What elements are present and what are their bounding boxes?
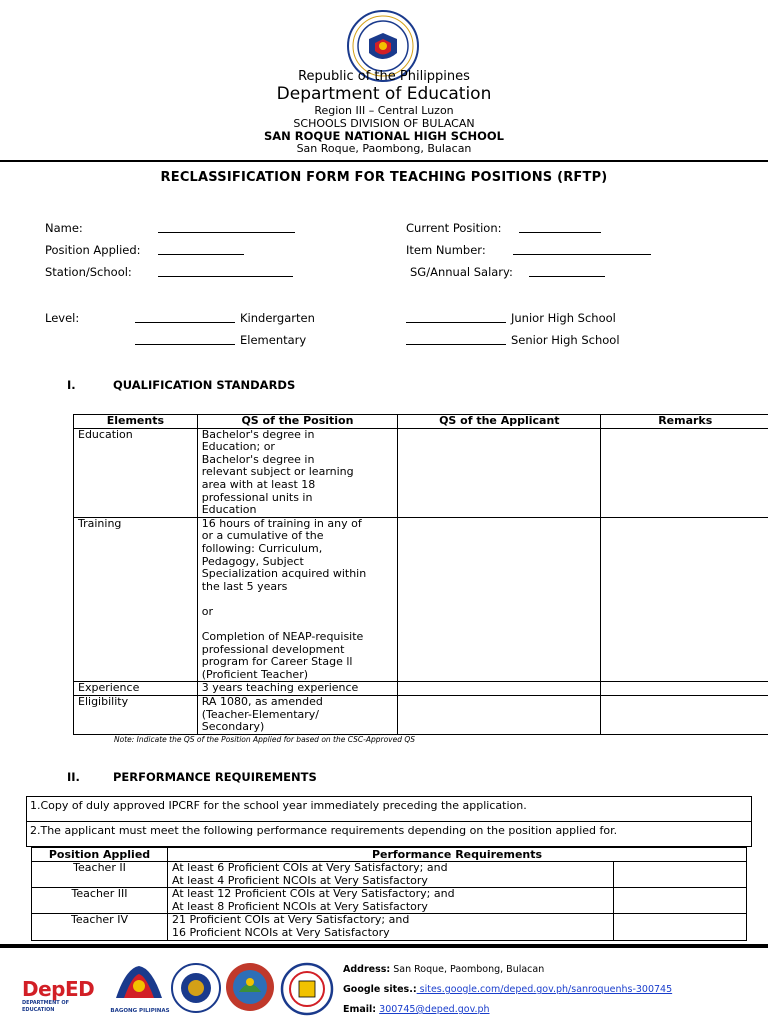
qs-position-cell: 3 years teaching experience xyxy=(197,682,397,696)
senior-high-checkline[interactable] xyxy=(406,334,506,345)
remarks-cell[interactable] xyxy=(601,428,768,517)
table-header-row xyxy=(32,848,747,862)
deped-logo-text: DepED xyxy=(22,977,95,1001)
region-text: Region III – Central Luzon xyxy=(314,104,454,117)
sg-salary-label: SG/Annual Salary: xyxy=(410,265,513,279)
kindergarten-option: Kindergarten xyxy=(240,311,315,325)
performance-table xyxy=(31,847,747,941)
division-seal-icon xyxy=(170,962,222,1014)
qualification-table xyxy=(73,414,768,735)
table-header-row xyxy=(74,415,768,429)
position-cell: Teacher IV xyxy=(32,914,168,940)
name-field[interactable] xyxy=(158,222,295,233)
sites-link[interactable]: sites.google.com/deped.gov.ph/sanroquenhs-300745 xyxy=(416,984,673,995)
perf-item-2: 2.The applicant must meet the following performance requirements depending on the position applied for. xyxy=(26,821,752,847)
position-applied-label: Position Applied: xyxy=(45,243,141,257)
position-applied-field[interactable] xyxy=(158,244,244,255)
qs-note: Note: Indicate the QS of the Position Applied for based on the CSC-Approved QS xyxy=(114,735,416,744)
remarks-cell[interactable] xyxy=(601,682,768,696)
column-header: Position Applied xyxy=(32,848,168,862)
position-cell: Teacher III xyxy=(32,888,168,914)
form-title: RECLASSIFICATION FORM FOR TEACHING POSITIONS (RFTP) xyxy=(160,170,608,185)
column-header: Remarks xyxy=(601,415,768,429)
footer-sites xyxy=(343,984,672,995)
qs-position-cell: 16 hours of training in any of or a cumulative of the following: Curriculum, Pedagogy, Subject Specialization acquired within the last 5 years or Completion of NEAP-requisite professional development program for Career Stage ll (Proficient Teacher) xyxy=(197,517,397,682)
qs-applicant-cell[interactable] xyxy=(398,682,601,696)
address-value: San Roque, Paombong, Bulacan xyxy=(393,964,545,975)
station-school-label: Station/School: xyxy=(45,265,132,279)
column-header: QS of the Position xyxy=(197,415,397,429)
perf-item-1: 1.Copy of duly approved IPCRF for the school year immediately preceding the application. xyxy=(26,796,752,822)
check-cell[interactable] xyxy=(614,862,747,888)
table-row xyxy=(74,428,768,517)
column-header: Performance Requirements xyxy=(168,848,747,862)
senior-high-option: Senior High School xyxy=(511,333,620,347)
footer-address xyxy=(343,964,544,975)
department-heading: Department of Education xyxy=(276,84,492,104)
email-link[interactable]: 300745@deped.gov.ph xyxy=(379,1004,490,1015)
table-row xyxy=(32,888,747,914)
remarks-cell[interactable] xyxy=(601,696,768,735)
name-label: Name: xyxy=(45,221,83,235)
position-cell: Teacher II xyxy=(32,862,168,888)
kindergarten-checkline[interactable] xyxy=(135,312,235,323)
level-label: Level: xyxy=(45,311,80,325)
qs-position-cell: Bachelor's degree in Education; or Bachelor's degree in relevant subject or learning area with at least 18 professional units in Education xyxy=(197,428,397,517)
requirements-cell: 21 Proficient COIs at Very Satisfactory; and 16 Proficient NCOIs at Very Satisfactory xyxy=(168,914,614,940)
element-cell: Education xyxy=(74,428,198,517)
check-cell[interactable] xyxy=(614,888,747,914)
qs-applicant-cell[interactable] xyxy=(398,517,601,682)
sites-label: Google sites.: xyxy=(343,984,417,995)
sg-salary-field[interactable] xyxy=(529,266,605,277)
remarks-cell[interactable] xyxy=(601,517,768,682)
school-seal-icon xyxy=(280,962,334,1016)
table-row xyxy=(74,696,768,735)
section-1-heading xyxy=(67,378,295,392)
footer-email xyxy=(343,1004,490,1015)
school-address: San Roque, Paombong, Bulacan xyxy=(296,142,472,155)
item-number-field[interactable] xyxy=(513,244,651,255)
requirements-cell: At least 12 Proficient COIs at Very Satisfactory; and At least 8 Proficient NCOIs at Very Satisfactory xyxy=(168,888,614,914)
table-row xyxy=(32,862,747,888)
deped-logo xyxy=(22,978,100,1014)
qs-position-cell: RA 1080, as amended (Teacher-Elementary/ Secondary) xyxy=(197,696,397,735)
elementary-option: Elementary xyxy=(240,333,307,347)
header-divider xyxy=(0,160,768,162)
column-header: QS of the Applicant xyxy=(398,415,601,429)
junior-high-checkline[interactable] xyxy=(406,312,506,323)
section-2-number: II. xyxy=(67,770,80,784)
requirements-cell: At least 6 Proficient COIs at Very Satisfactory; and At least 4 Proficient NCOIs at Very Satisfactory xyxy=(168,862,614,888)
email-label: Email: xyxy=(343,1004,377,1015)
section-1-title: QUALIFICATION STANDARDS xyxy=(113,378,296,392)
table-row xyxy=(74,682,768,696)
element-cell: Training xyxy=(74,517,198,682)
table-row xyxy=(74,517,768,682)
school-name: SAN ROQUE NATIONAL HIGH SCHOOL xyxy=(263,129,504,143)
section-2-title: PERFORMANCE REQUIREMENTS xyxy=(113,770,317,784)
section-2-heading xyxy=(67,770,317,784)
check-cell[interactable] xyxy=(614,914,747,940)
elementary-checkline[interactable] xyxy=(135,334,235,345)
qs-applicant-cell[interactable] xyxy=(398,428,601,517)
element-cell: Experience xyxy=(74,682,198,696)
column-header: Elements xyxy=(74,415,198,429)
qs-applicant-cell[interactable] xyxy=(398,696,601,735)
bagong-pilipinas-icon xyxy=(112,962,166,1010)
division-text: SCHOOLS DIVISION OF BULACAN xyxy=(293,117,475,130)
regional-seal-icon xyxy=(225,962,275,1012)
current-position-label: Current Position: xyxy=(406,221,502,235)
deped-logo-subtext: DEPARTMENT OF EDUCATION xyxy=(22,1000,70,1013)
junior-high-option: Junior High School xyxy=(511,311,616,325)
station-school-field[interactable] xyxy=(158,266,293,277)
element-cell: Eligibility xyxy=(74,696,198,735)
republic-heading: Republic of the Philippines xyxy=(298,69,470,84)
footer-divider xyxy=(0,944,768,948)
item-number-label: Item Number: xyxy=(406,243,486,257)
section-1-number: I. xyxy=(67,378,76,392)
current-position-field[interactable] xyxy=(519,222,601,233)
address-label: Address: xyxy=(343,964,391,975)
table-row xyxy=(32,914,747,940)
bagong-pilipinas-text: BAGONG PILIPINAS xyxy=(110,1008,170,1014)
